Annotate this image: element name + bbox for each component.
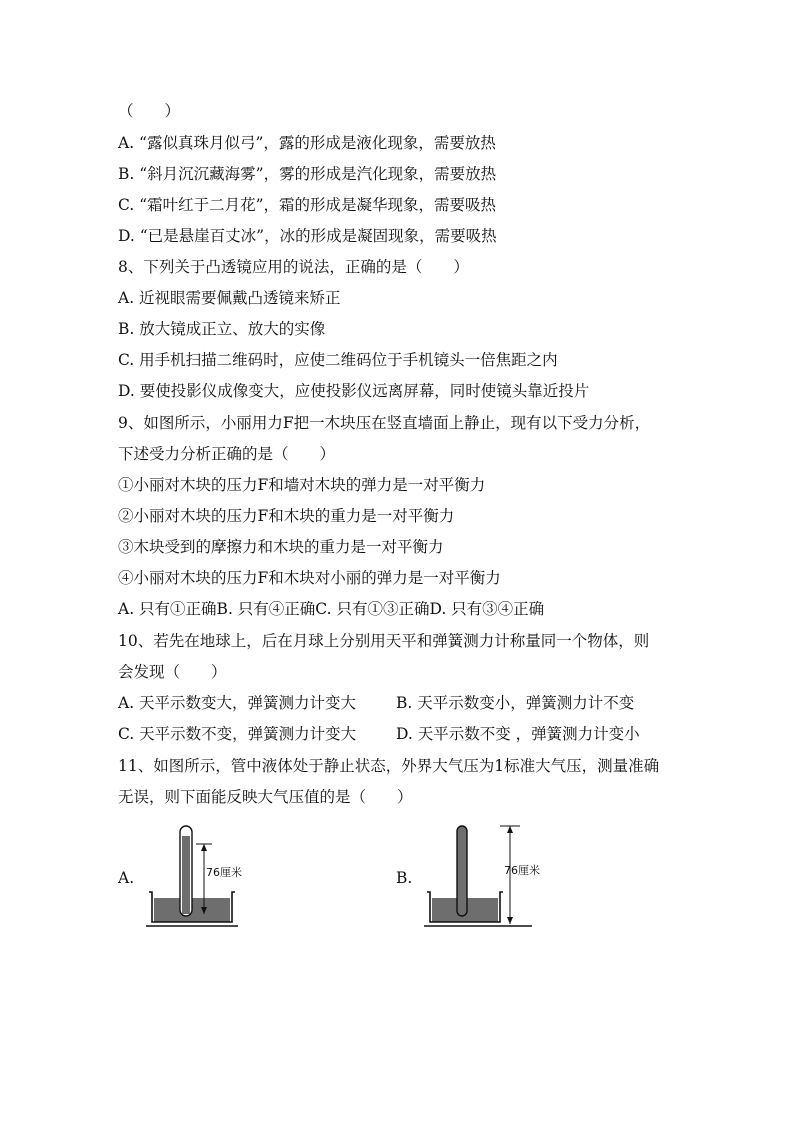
figure-a-measure-text: 76厘米 — [206, 866, 242, 879]
figure-b-barometer — [424, 822, 540, 930]
q10-option-b: B. 天平示数变小，弹簧测力计不变 — [396, 694, 635, 712]
q8-stem: 8、下列关于凸透镜应用的说法，正确的是（ ） — [118, 258, 469, 276]
q9-stem-line2: 下述受力分析正确的是（ ） — [118, 445, 336, 463]
q11-stem-line1: 11、如图所示，管中液体处于静止状态，外界大气压为1标准大气压，测量准确 — [118, 757, 660, 775]
q9-options: A. 只有①正确B. 只有④正确C. 只有①③正确D. 只有③④正确 — [118, 600, 545, 618]
q7-option-d: D. “已是悬崖百丈冰”，冰的形成是凝固现象，需要吸热 — [118, 227, 497, 245]
tube — [457, 826, 467, 916]
figure-a-label: A. — [118, 869, 135, 887]
tube-liquid — [182, 836, 190, 914]
q9-stem-line1: 9、如图所示，小丽用力F把一木块压在竖直墙面上静止，现有以下受力分析， — [118, 414, 651, 432]
q10-option-d: D. 天平示数不变 ，弹簧测力计变小 — [396, 725, 640, 743]
q11-stem-line2: 无误，则下面能反映大气压值的是（ ） — [118, 788, 413, 806]
q7-answer-bracket: （ ） — [118, 102, 181, 120]
q9-statement-2: ②小丽对木块的压力F和木块的重力是一对平衡力 — [118, 507, 455, 525]
q7-option-c: C. “霜叶红于二月花”，霜的形成是凝华现象，需要吸热 — [118, 196, 497, 214]
q8-option-b: B. 放大镜成正立、放大的实像 — [118, 320, 326, 338]
q8-option-a: A. 近视眼需要佩戴凸透镜来矫正 — [118, 289, 341, 307]
figure-b-measure-text: 76厘米 — [504, 864, 540, 877]
q9-statement-4: ④小丽对木块的压力F和木块对小丽的弹力是一对平衡力 — [118, 569, 501, 587]
q10-option-c: C. 天平示数不变，弹簧测力计变大 — [118, 725, 357, 743]
q7-option-b: B. “斜月沉沉藏海雾”，雾的形成是汽化现象，需要放热 — [118, 165, 497, 183]
q10-stem-line1: 10、若先在地球上，后在月球上分别用天平和弹簧测力计称量同一个物体，则 — [118, 632, 650, 650]
q8-option-d: D. 要使投影仪成像变大，应使投影仪远离屏幕，同时使镜头靠近投片 — [118, 382, 590, 400]
figure-a-barometer — [146, 822, 242, 930]
q8-option-c: C. 用手机扫描二维码时，应使二维码位于手机镜头一倍焦距之内 — [118, 351, 558, 369]
q9-statement-3: ③木块受到的摩擦力和木块的重力是一对平衡力 — [118, 538, 444, 556]
q10-stem-line2: 会发现（ ） — [118, 663, 227, 681]
figure-b-label: B. — [396, 869, 413, 887]
q10-option-a: A. 天平示数变大，弹簧测力计变大 — [118, 694, 357, 712]
q7-option-a: A. “露似真珠月似弓”，露的形成是液化现象，需要放热 — [118, 134, 496, 152]
q9-statement-1: ①小丽对木块的压力F和墙对木块的弹力是一对平衡力 — [118, 476, 486, 494]
